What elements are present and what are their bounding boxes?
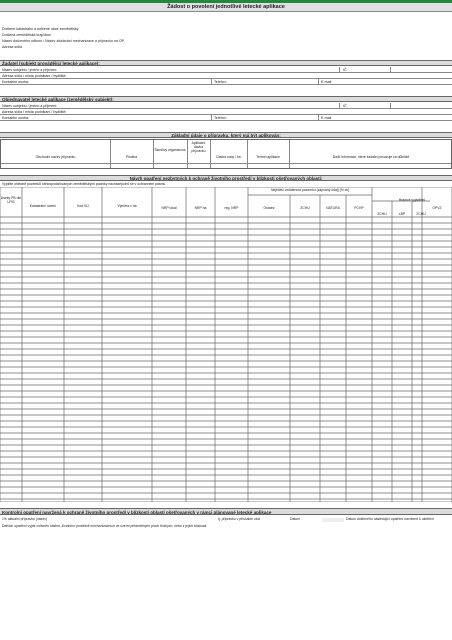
product-col-name: Obchodní název přípravku — [35, 155, 76, 159]
client-email-label: E-mail: — [321, 116, 333, 120]
measures-sub-header: Hranice vyjádření — [398, 198, 426, 202]
product-col-water: Dávka vody / ha — [216, 155, 241, 159]
measures-group-header: Nejbližší vzdálenost pozemku (zapsaný údaj) [% zk] — [270, 188, 350, 192]
footer-date-field[interactable] — [322, 518, 344, 522]
measures-col-code: Kód KÚ — [77, 204, 89, 208]
measures-subcol-1: ZCHÚ — [377, 212, 387, 216]
measures-col-nrp-ha: NRP ha — [194, 206, 207, 210]
measures-col-opvz: OPVZ — [432, 206, 442, 210]
applicant-name-label: Název subjektu / jméno a příjmení: — [2, 68, 58, 72]
client-row-contact — [0, 115, 452, 121]
product-heading: Základní údaje o přípravku, který má být aplikován: — [0, 132, 452, 138]
product-col-pest: Škodlivý organismus — [154, 148, 186, 152]
footer-line1-b: tj. přípravku v příslušné obci — [218, 517, 261, 521]
client-ic-label: IČ — [343, 104, 347, 108]
client-heading: Objednavatel letecké aplikace (zemědělský subjekt): — [0, 96, 452, 102]
measures-col-lpis: Úseky PB dle LPIS — [0, 196, 22, 204]
measures-col-reg-nrp: reg. NRP — [224, 206, 239, 210]
applicant-address-label: Adresa sídla / místa podnikání / bydliště: — [2, 74, 67, 78]
measures-col-other: Ostatní — [263, 206, 275, 210]
client-contact-label: Kontaktní osoba: — [2, 116, 29, 120]
measures-heading: Návrh opatření nezbytných k ochraně životního prostředí v blízkosti ošetřovaných oblastí: — [0, 175, 452, 181]
applicant-email-label: E-mail: — [321, 80, 333, 84]
measures-col-pchp: PCHP — [354, 206, 364, 210]
applicant-heading: Žadatel (subjekt provádějící letecké aplikace): — [0, 60, 452, 66]
product-col-dose: Aplikační dávka přípravku — [191, 141, 206, 153]
measures-col-zchu: ZCHÚ — [300, 206, 310, 210]
title-band — [0, 3, 452, 12]
client-name-label: Název subjektu / jméno a příjmení: — [2, 104, 58, 108]
measures-col-nrp-local: NRP lokál — [161, 206, 177, 210]
footer-line1-d: Datum dotčeného následující opatření navržené k ošetření — [346, 517, 435, 521]
product-table — [0, 139, 452, 169]
intro-line-1: Dotčené katastrální a dotčené obce zemědělsky — [2, 27, 79, 31]
applicant-contact-label: Kontaktní osoba: — [2, 80, 29, 84]
measures-subcol-2: LBP — [398, 212, 406, 216]
measures-grid — [0, 187, 452, 502]
product-col-crop: Plodina — [125, 155, 138, 159]
footer-line1-c: Datum — [290, 517, 300, 521]
footer-heading: Kontrolní opatření navržená k ochraně životního prostředí v blízkosti oblastí ošetřovaných v rámci plánované letecké aplikace — [0, 508, 452, 515]
intro-line-3: Název dotčeného odboru / Název zdolávání mechanizace a přípravku na OP. — [2, 39, 125, 43]
client-phone-label: Telefon: — [214, 116, 227, 120]
product-col-date: Termín aplikace — [256, 155, 280, 159]
applicant-ic-label: IČ — [343, 68, 347, 72]
product-col-info: Další informace, které žadatel považuje za důležité — [332, 155, 410, 159]
applicant-row-contact — [0, 79, 452, 85]
measures-col-area: Výměra v ha — [117, 204, 137, 208]
footer-line1-a: 1% aktuální přípravku (název) — [2, 517, 48, 521]
client-address-label: Adresa sídla / místa podnikání / bydliště: — [2, 110, 67, 114]
measures-col-cadastre: Katastrální území — [29, 204, 57, 208]
measures-subcol-3: ZCHÚ — [416, 212, 426, 216]
applicant-phone-label: Telefon: — [214, 80, 227, 84]
measures-col-natura: NATURA — [326, 206, 340, 210]
footer-line2: Dalších opatření vyjde ovlivněn částmi, životního prostředí mechanizačních ve území předmětných ploch blízkých, nebo z jejich blízkosti. — [2, 524, 208, 528]
form-title: Žádost o povolení jednotlivé letecké aplikace — [167, 4, 285, 10]
intro-line-4: Adresa sídla — [2, 45, 22, 49]
intro-line-2: Dotčená zemědělská kraj/obce — [2, 33, 52, 37]
measures-subline: Vyplňte ohledně pozemků obhospodařovaných zemědělskými podniky nacházejícími se v ochranném pásmu — [2, 182, 166, 186]
